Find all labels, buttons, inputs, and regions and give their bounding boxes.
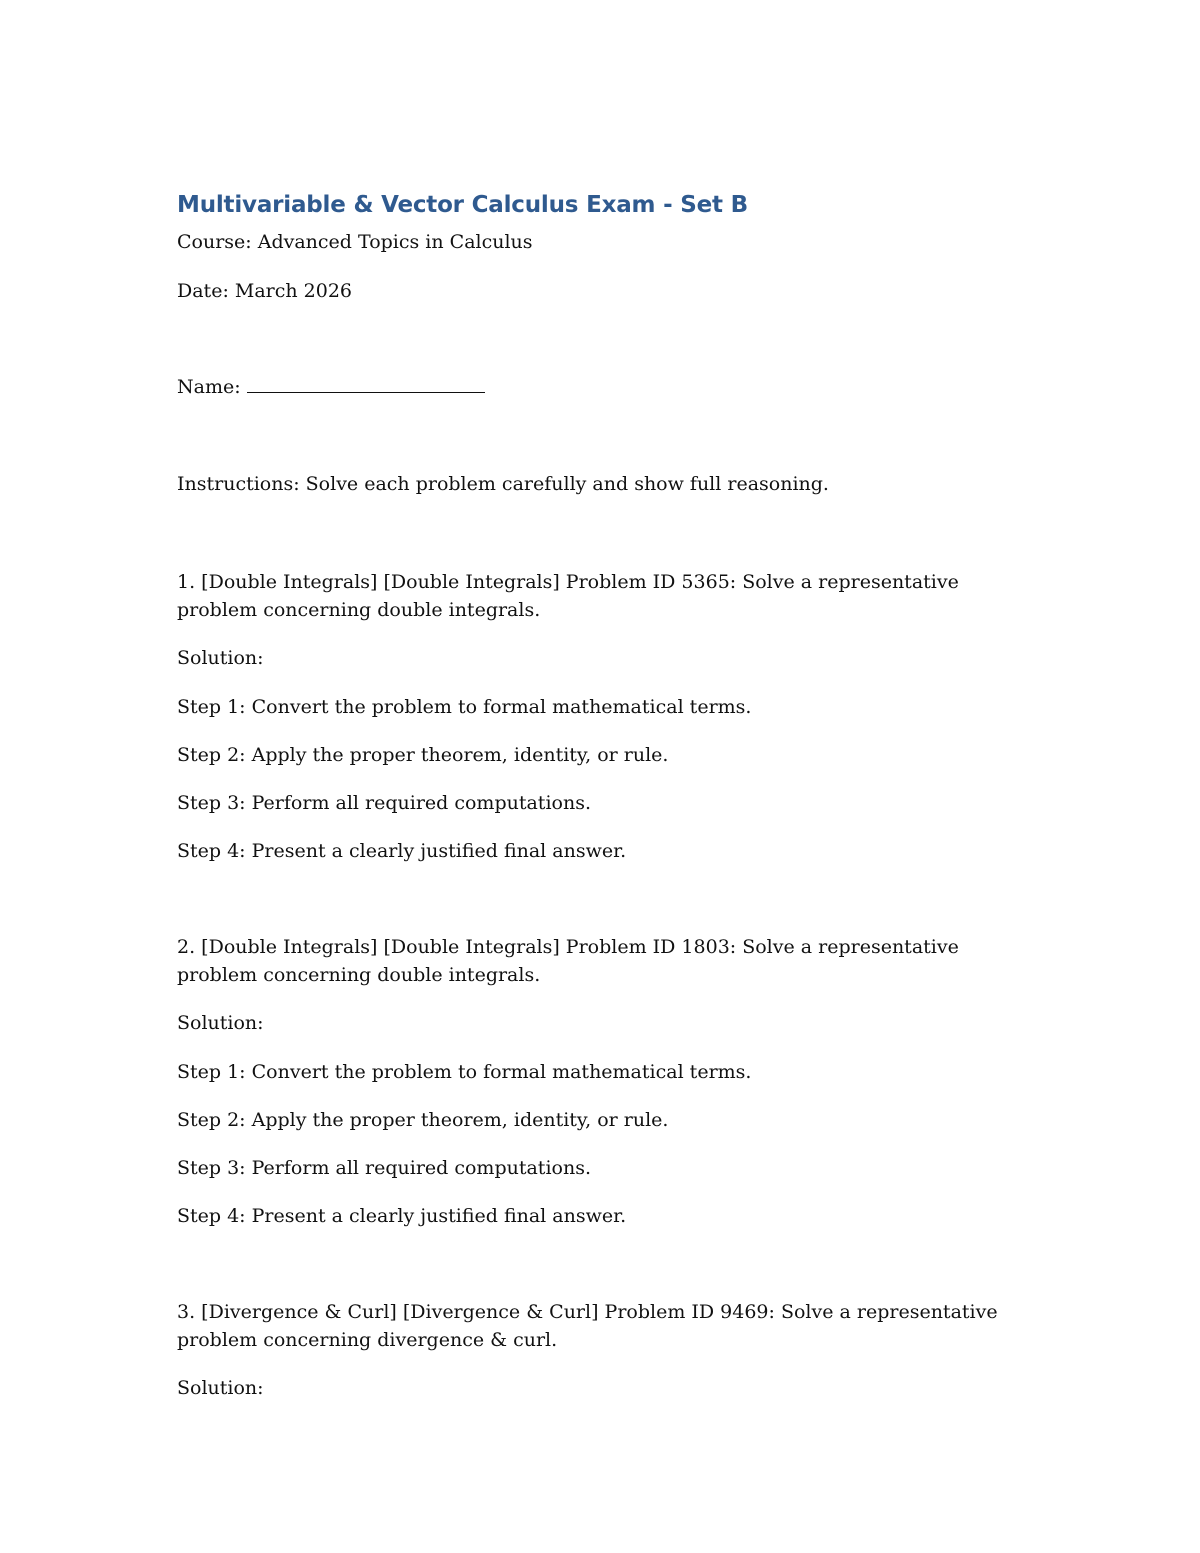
solution-step: Step 4: Present a clearly justified final answer. (177, 840, 627, 862)
problem-2 (177, 933, 1037, 1230)
solution-label: Solution: (177, 1012, 264, 1034)
solution-label: Solution: (177, 1377, 264, 1399)
problem-statement: 1. [Double Integrals] [Double Integrals] Problem ID 5365: Solve a representative problem concerning double integrals. (177, 571, 959, 621)
document-body (177, 188, 1037, 1423)
problem-3 (177, 1298, 1037, 1402)
problem-statement: 2. [Double Integrals] [Double Integrals] Problem ID 1803: Solve a representative problem concerning double integrals. (177, 936, 959, 986)
date-line: Date: March 2026 (177, 280, 353, 302)
solution-step: Step 1: Convert the problem to formal mathematical terms. (177, 1061, 752, 1083)
solution-step: Step 2: Apply the proper theorem, identity, or rule. (177, 1109, 669, 1131)
solution-step: Step 2: Apply the proper theorem, identity, or rule. (177, 744, 669, 766)
name-blank-line (247, 372, 485, 393)
name-field (177, 372, 1037, 401)
name-label: Name: (177, 376, 241, 398)
solution-step: Step 1: Convert the problem to formal mathematical terms. (177, 696, 752, 718)
solution-step: Step 3: Perform all required computations. (177, 792, 591, 814)
solution-step: Step 3: Perform all required computations. (177, 1157, 591, 1179)
solution-label: Solution: (177, 647, 264, 669)
problem-statement: 3. [Divergence & Curl] [Divergence & Curl] Problem ID 9469: Solve a representative problem concerning divergence & curl. (177, 1301, 998, 1351)
problem-1 (177, 568, 1037, 865)
document-title: Multivariable & Vector Calculus Exam - Set B (177, 192, 748, 218)
course-line: Course: Advanced Topics in Calculus (177, 231, 533, 253)
spacer (177, 1250, 1037, 1298)
spacer (177, 885, 1037, 933)
solution-step: Step 4: Present a clearly justified final answer. (177, 1205, 627, 1227)
instructions: Instructions: Solve each problem carefully and show full reasoning. (177, 473, 829, 495)
